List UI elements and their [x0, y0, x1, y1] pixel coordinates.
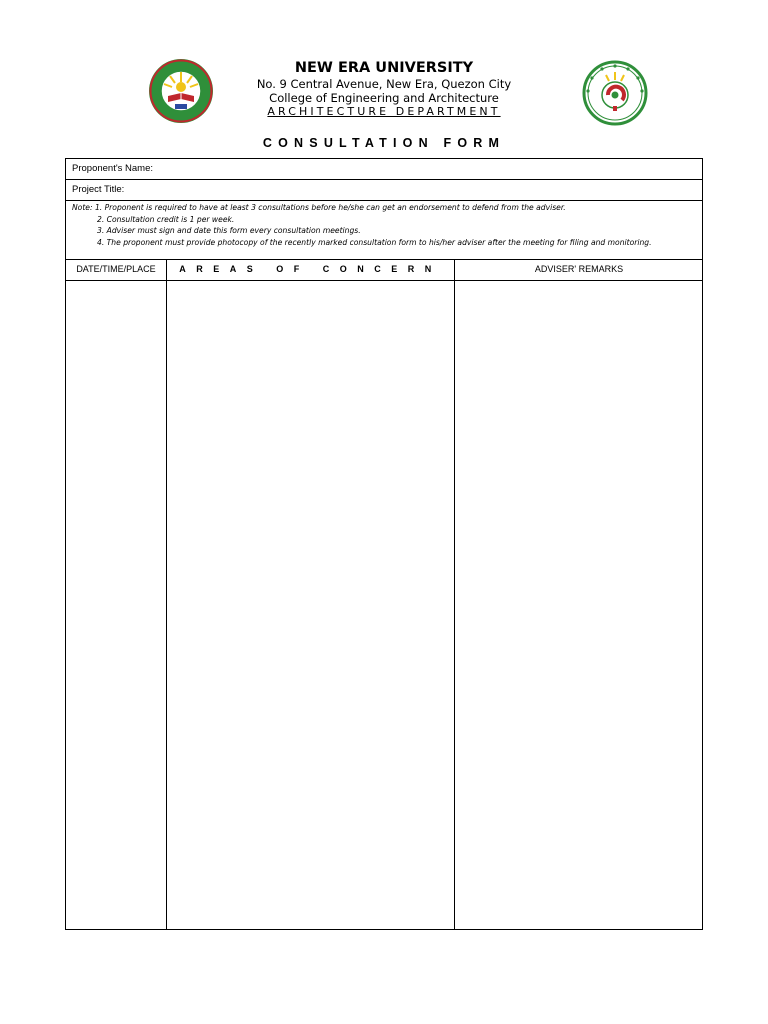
- areas-of-concern-cell[interactable]: [167, 281, 454, 929]
- column-header-date: DATE/TIME/PLACE: [76, 264, 156, 274]
- college-seal-icon: [582, 60, 648, 126]
- date-time-place-cell[interactable]: [66, 281, 166, 929]
- note-line-4: 4. The proponent must provide photocopy of the recently marked consultation form to his/her adviser after the meeting for filing and monitoring.: [97, 237, 652, 247]
- project-title-field[interactable]: [66, 180, 702, 201]
- department-name: ARCHITECTURE DEPARTMENT: [267, 105, 501, 118]
- form-title: CONSULTATION FORM: [262, 136, 506, 150]
- university-name: NEW ERA UNIVERSITY: [294, 60, 474, 76]
- university-address: No. 9 Central Avenue, New Era, Quezon City: [256, 77, 512, 91]
- proponent-name-field[interactable]: [66, 159, 702, 180]
- form-notes: [66, 201, 702, 260]
- adviser-remarks-cell[interactable]: [455, 281, 702, 929]
- project-title-label: Project Title:: [72, 184, 125, 195]
- column-header-remarks: ADVISER' REMARKS: [534, 264, 624, 274]
- column-header-row: [66, 260, 702, 281]
- column-header-concern: AREAS OF CONCERN: [179, 264, 442, 274]
- note-line-1: Note: 1. Proponent is required to have at least 3 consultations before he/she can get an endorsement to defend from the adviser.: [72, 203, 566, 212]
- consultation-form-table: [65, 158, 703, 930]
- college-name: College of Engineering and Architecture: [269, 91, 499, 105]
- document-header: [184, 59, 584, 119]
- proponent-name-label: Proponent's Name:: [72, 163, 154, 174]
- note-line-2: 2. Consultation credit is 1 per week.: [97, 214, 235, 224]
- note-line-3: 3. Adviser must sign and date this form every consultation meetings.: [97, 226, 361, 235]
